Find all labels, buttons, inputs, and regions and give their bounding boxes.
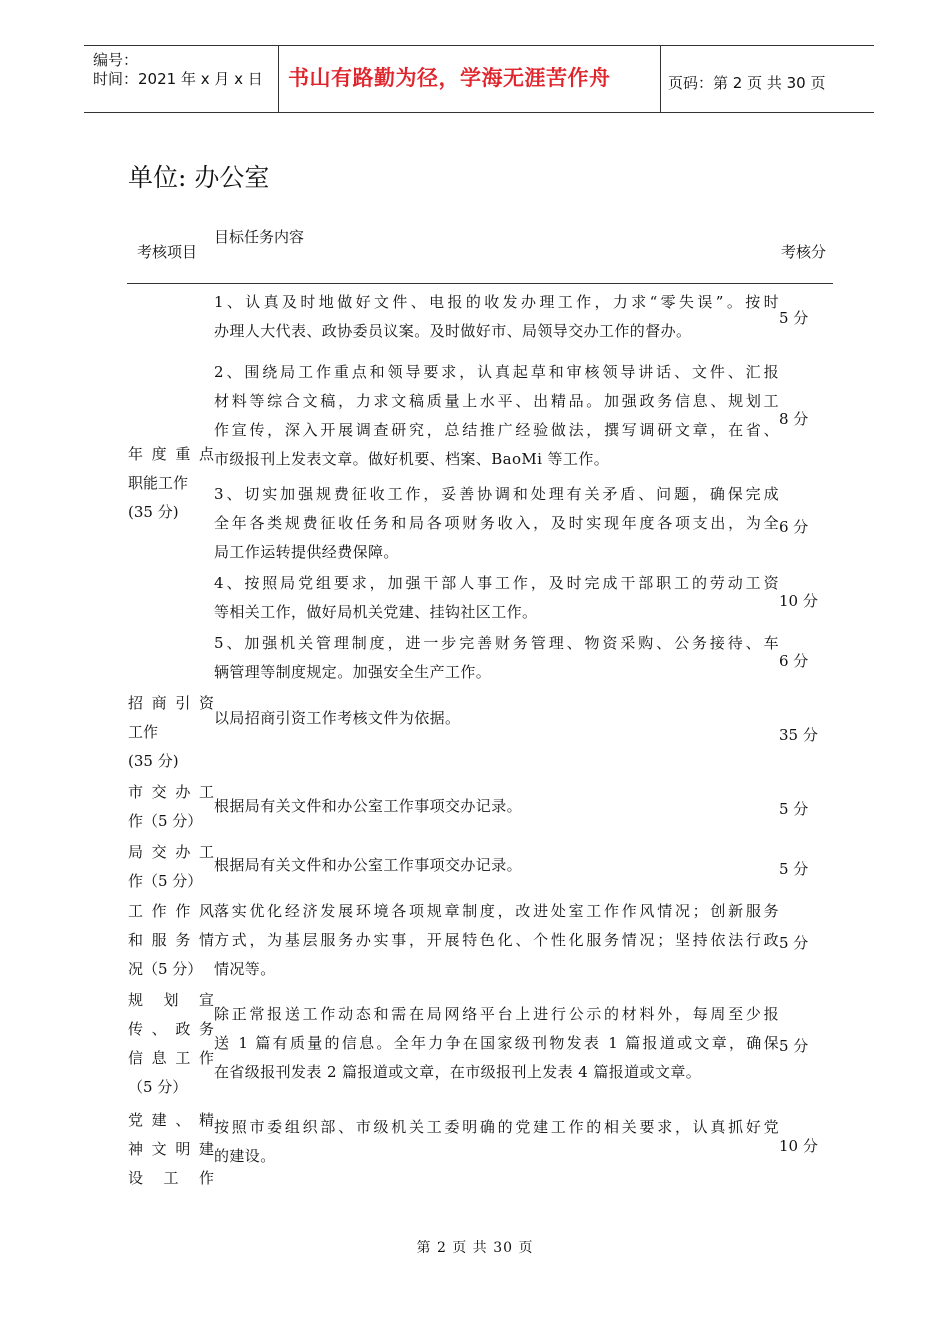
task-line: 情况等。 (214, 960, 276, 978)
category-line: 况（5 分） (128, 960, 203, 978)
column-header-item: 考核项目 (137, 243, 198, 261)
category-line: 设 工 作 (128, 1169, 214, 1187)
category-line: 神 文 明 建 (128, 1140, 214, 1158)
task-line: 除正常报送工作动态和需在局网络平台上进行公示的材料外，每周至少报 (214, 1005, 779, 1023)
category-line: 工 作 作 风 (128, 902, 214, 920)
task-line: 全年各类规费征收任务和局各项财务收入，及时实现年度各项支出，为全 (214, 514, 779, 532)
task-line: 市级报刊上发表文章。做好机要、档案、BaoMi 等工作。 (214, 450, 610, 468)
task-item (214, 480, 779, 567)
category-line: (35 分) (128, 752, 179, 770)
task-line: 根据局有关文件和办公室工作事项交办记录。 (214, 797, 523, 815)
category-line: 信 息 工 作 (128, 1049, 214, 1067)
category-line: 年 度 重 点 (128, 445, 214, 463)
task-score: 6 分 (779, 652, 809, 670)
category-line: 职能工作 (128, 474, 189, 492)
column-header-content: 目标任务内容 (214, 228, 305, 246)
task-line: 办理人大代表、政协委员议案。及时做好市、局领导交办工作的督办。 (214, 322, 692, 340)
task-score: 5 分 (779, 800, 809, 818)
task-item (214, 629, 779, 687)
task-line: 等相关工作，做好局机关党建、挂钩社区工作。 (214, 603, 538, 621)
task-item (214, 851, 779, 880)
task-line: 材料等综合文稿，力求文稿质量上水平、出精品。加强政务信息、规划工 (214, 392, 779, 410)
task-item (214, 569, 779, 627)
task-score: 8 分 (779, 410, 809, 428)
task-score: 5 分 (779, 934, 809, 952)
header-divider-left (278, 46, 279, 112)
header-top-rule (84, 45, 874, 46)
task-line: 在省级报刊发表 2 篇报道或文章，在市级报刊上发表 4 篇报道或文章。 (214, 1063, 702, 1081)
document-number-label: 编号： (93, 51, 139, 69)
task-score: 10 分 (779, 592, 818, 610)
task-item (214, 288, 779, 346)
category-line: 局 交 办 工 (128, 843, 214, 861)
category-line: 作（5 分） (128, 872, 203, 890)
task-line: 送 1 篇有质量的信息。全年力争在国家级刊物发表 1 篇报道或文章，确保 (214, 1034, 779, 1052)
task-line: 按照市委组织部、市级机关工委明确的党建工作的相关要求，认真抓好党 (214, 1118, 779, 1136)
task-line: 方式，为基层服务办实事，开展特色化、个性化服务情况；坚持依法行政 (214, 931, 779, 949)
header-motto: 书山有路勤为径，学海无涯苦作舟 (288, 66, 611, 90)
category-investment-attraction (128, 689, 214, 776)
category-line: 市 交 办 工 (128, 783, 214, 801)
category-publicity-info (128, 986, 214, 1102)
header-divider-right (660, 46, 661, 112)
category-line: 党 建 、 精 (128, 1111, 214, 1129)
task-line: 根据局有关文件和办公室工作事项交办记录。 (214, 856, 523, 874)
category-line: 和 服 务 情 (128, 931, 214, 949)
task-score: 5 分 (779, 1037, 809, 1055)
category-line: (35 分) (128, 503, 179, 521)
task-item (214, 1000, 779, 1087)
category-party-building (128, 1106, 214, 1193)
task-line: 局工作运转提供经费保障。 (214, 543, 399, 561)
column-header-score: 考核分 (781, 243, 827, 261)
task-item (214, 358, 779, 474)
category-line: 工作 (128, 723, 159, 741)
category-work-style (128, 897, 214, 984)
task-line: 3、切实加强规费征收工作，妥善协调和处理有关矛盾、问题，确保完成 (214, 485, 779, 503)
category-line: 招 商 引 资 (128, 694, 214, 712)
task-line: 2、围绕局工作重点和领导要求，认真起草和审核领导讲话、文件、汇报 (214, 363, 779, 381)
task-score: 5 分 (779, 309, 809, 327)
header-page-info: 页码：第 2 页 共 30 页 (668, 74, 826, 92)
task-line: 辆管理等制度规定。加强安全生产工作。 (214, 663, 492, 681)
unit-title: 单位: 办公室 (128, 163, 270, 192)
task-line: 的建设。 (214, 1147, 276, 1165)
category-city-assigned-work (128, 778, 214, 836)
category-line: 作（5 分） (128, 812, 203, 830)
page-footer: 第 2 页 共 30 页 (416, 1240, 534, 1256)
task-line: 5、加强机关管理制度，进一步完善财务管理、物资采购、公务接待、车 (214, 634, 779, 652)
task-score: 6 分 (779, 518, 809, 536)
task-line: 4、按照局党组要求，加强干部人事工作，及时完成干部职工的劳动工资 (214, 574, 779, 592)
table-header-rule (127, 283, 833, 284)
category-line: 传 、 政 务 (128, 1020, 214, 1038)
document-time-label: 时间：2021 年 x 月 x 日 (93, 70, 263, 88)
task-item (214, 792, 779, 821)
category-line: （5 分） (128, 1078, 188, 1096)
task-line: 落实优化经济发展环境各项规章制度，改进处室工作作风情况；创新服务 (214, 902, 779, 920)
task-item (214, 1113, 779, 1171)
category-line: 规 划 宣 (128, 991, 214, 1009)
task-line: 作宣传，深入开展调查研究，总结推广经验做法，撰写调研文章，在省、 (214, 421, 779, 439)
task-line: 1、认真及时地做好文件、电报的收发办理工作，力求“零失误”。按时 (214, 293, 779, 311)
category-bureau-assigned-work (128, 838, 214, 896)
category-annual-key-work (128, 440, 214, 527)
header-bottom-rule (84, 112, 874, 113)
task-item (214, 897, 779, 984)
task-line: 以局招商引资工作考核文件为依据。 (214, 709, 461, 727)
task-item (214, 704, 779, 733)
task-score: 10 分 (779, 1137, 818, 1155)
task-score: 35 分 (779, 726, 818, 744)
task-score: 5 分 (779, 860, 809, 878)
